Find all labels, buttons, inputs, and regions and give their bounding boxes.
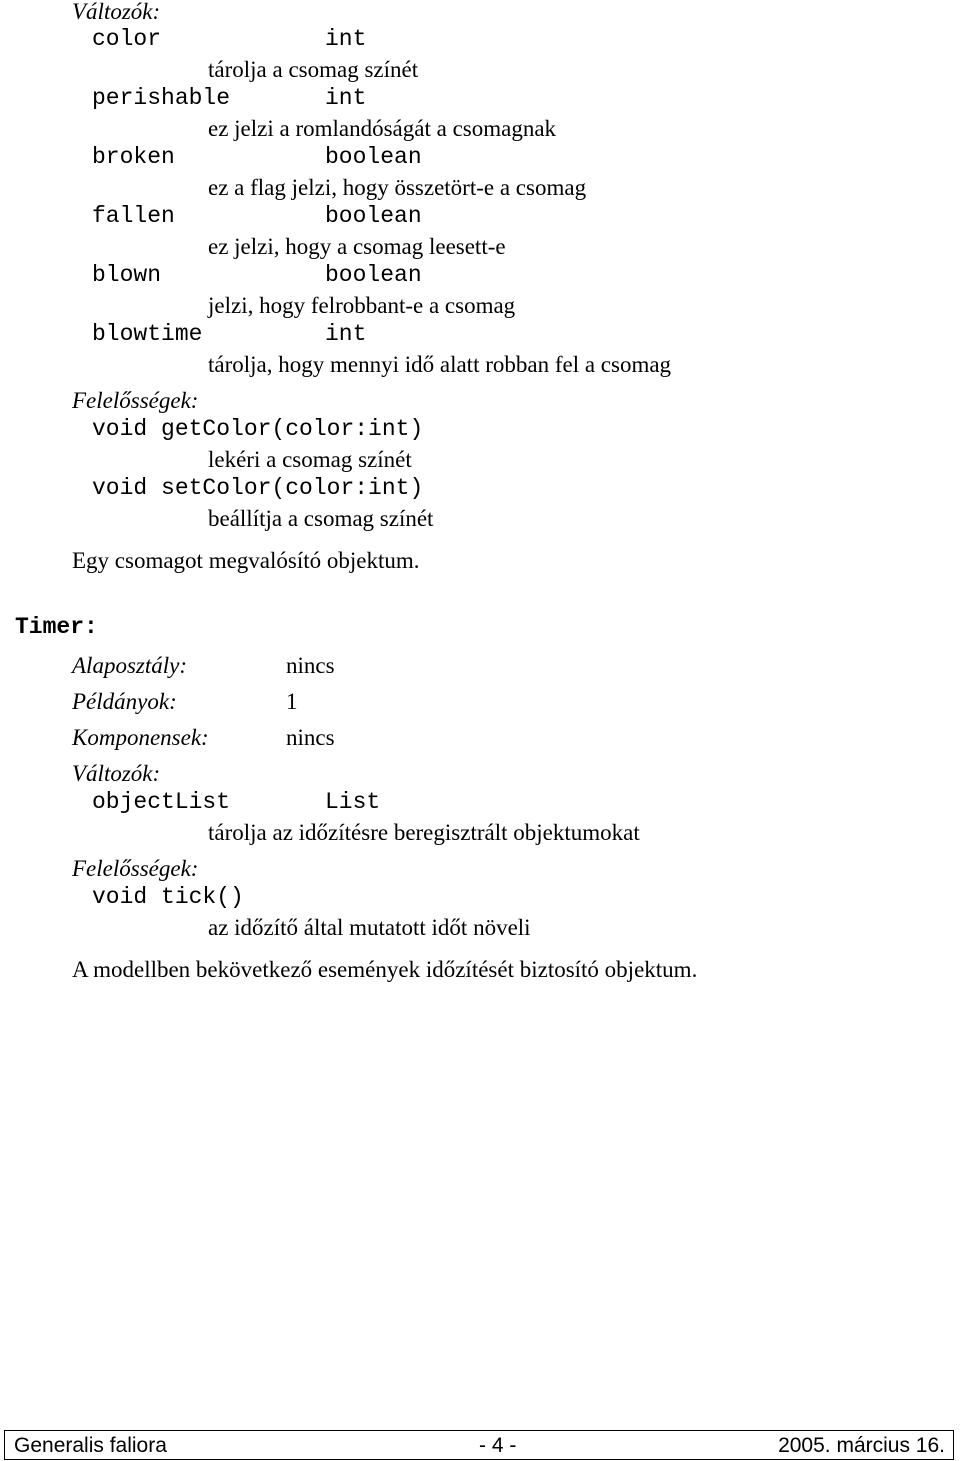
class-summary: A modellben bekövetkező események időzítését biztosító objektum. bbox=[72, 957, 698, 982]
variable-description: ez jelzi a romlandóságát a csomagnak bbox=[208, 116, 557, 141]
method-signature: void setColor(color:int) bbox=[92, 475, 424, 501]
method-description: beállítja a csomag színét bbox=[208, 506, 434, 531]
variables-heading: Változók: bbox=[72, 761, 161, 786]
variable-type: int bbox=[325, 26, 367, 52]
variable-name: objectList bbox=[92, 789, 231, 815]
variable-description: ez a flag jelzi, hogy összetört-e a csomag bbox=[208, 175, 587, 200]
class-name: Timer: bbox=[15, 614, 98, 640]
variable-type: boolean bbox=[325, 262, 422, 288]
variable-name: color bbox=[92, 26, 162, 52]
variable-type: boolean bbox=[325, 203, 422, 229]
method-description: az időzítő által mutatott időt növeli bbox=[208, 915, 531, 940]
variable-description: tárolja az időzítésre beregisztrált objektumokat bbox=[208, 820, 640, 845]
variable-description: ez jelzi, hogy a csomag leesett-e bbox=[208, 234, 506, 259]
variables-heading: Változók: bbox=[72, 0, 161, 24]
method-signature: void getColor(color:int) bbox=[92, 416, 424, 442]
variable-description: tárolja a csomag színét bbox=[208, 57, 419, 82]
base-class-value: nincs bbox=[286, 653, 335, 678]
method-description: lekéri a csomag színét bbox=[208, 447, 412, 472]
footer-page-number: - 4 - bbox=[479, 1434, 517, 1457]
base-class-label: Alaposztály: bbox=[72, 653, 187, 678]
page-footer bbox=[4, 1430, 954, 1460]
variable-description: jelzi, hogy felrobbant-e a csomag bbox=[208, 293, 516, 318]
instances-label: Példányok: bbox=[72, 689, 177, 714]
method-signature: void tick() bbox=[92, 884, 244, 910]
variable-type: int bbox=[325, 85, 367, 111]
footer-date: 2005. március 16. bbox=[778, 1434, 945, 1457]
responsibilities-heading: Felelősségek: bbox=[72, 388, 199, 413]
components-label: Komponensek: bbox=[72, 725, 209, 750]
variable-name: perishable bbox=[92, 85, 231, 111]
instances-value: 1 bbox=[286, 689, 298, 714]
components-value: nincs bbox=[286, 725, 335, 750]
variable-type: boolean bbox=[325, 144, 422, 170]
variable-name: broken bbox=[92, 144, 175, 170]
class-summary: Egy csomagot megvalósító objektum. bbox=[72, 548, 420, 573]
responsibilities-heading: Felelősségek: bbox=[72, 856, 199, 881]
variable-type: List bbox=[325, 789, 381, 815]
variable-name: blowtime bbox=[92, 321, 203, 347]
footer-document-title: Generalis faliora bbox=[14, 1434, 167, 1457]
variable-description: tárolja, hogy mennyi idő alatt robban fel a csomag bbox=[208, 352, 672, 377]
variable-name: blown bbox=[92, 262, 162, 288]
variable-name: fallen bbox=[92, 203, 175, 229]
variable-type: int bbox=[325, 321, 367, 347]
